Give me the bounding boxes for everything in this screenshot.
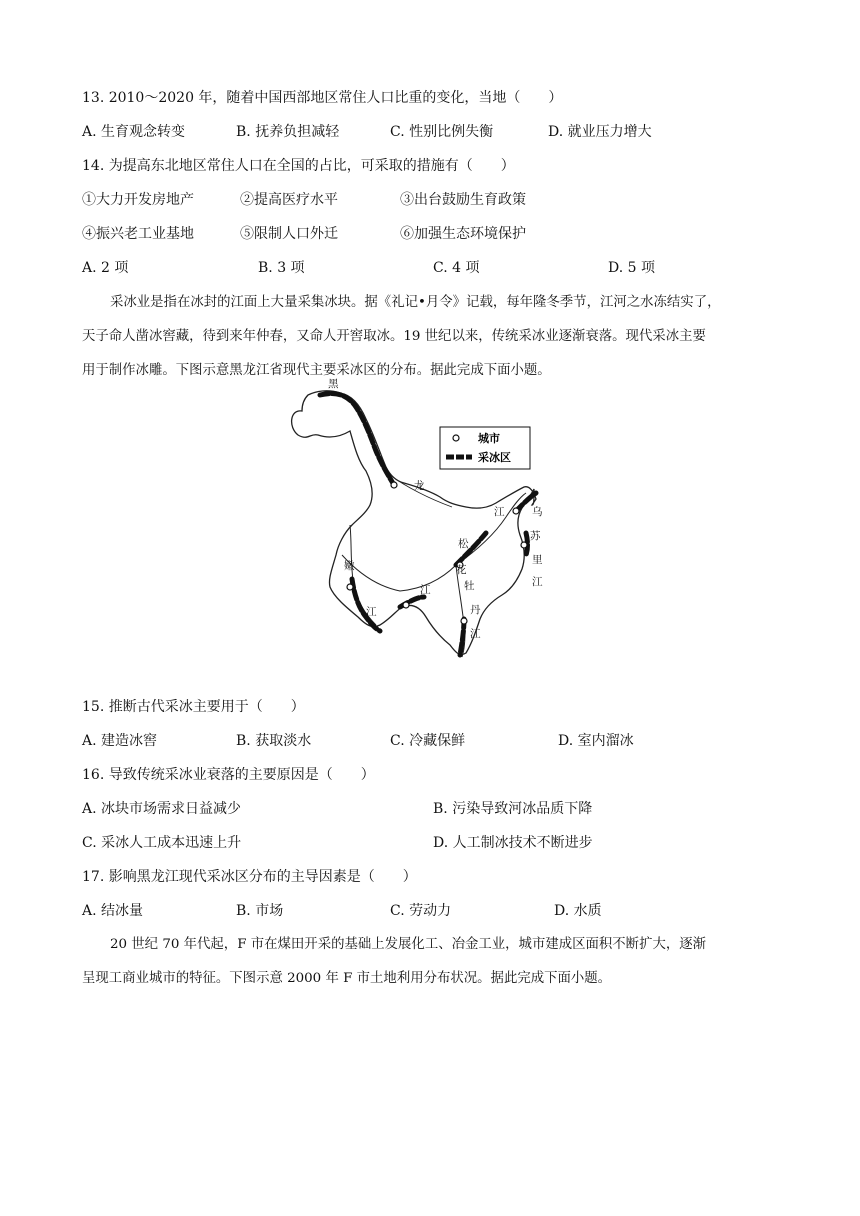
passage2-line2: 呈现工商业城市的特征。下图示意 2000 年 F 市土地利用分布状况。据此完成下面小题。 <box>82 971 612 986</box>
passage1-line1: 采冰业是指在冰封的江面上大量采集冰块。据《礼记•月令》记载，每年隆冬季节，江河之水冻结实了， <box>110 295 721 310</box>
label-nen: 嫩 <box>344 560 355 572</box>
label-long: 龙 <box>414 480 425 492</box>
q16-option-c[interactable]: C. 采冰人工成本迅速上升 <box>82 835 242 851</box>
label-hua: 花 <box>456 564 467 576</box>
passage2-line1: 20 世纪 70 年代起，F 市在煤田开采的基础上发展化工、冶金工业，城市建成区面积不断扩大，逐渐 <box>110 937 707 952</box>
passage1-line2: 天子命人凿冰窖藏，待到来年仲春，又命人开窖取冰。19 世纪以来，传统采冰业逐渐衰落。现代采冰主要 <box>82 329 706 344</box>
q13-option-b[interactable]: B. 抚养负担减轻 <box>236 124 340 140</box>
q13-option-c[interactable]: C. 性别比例失衡 <box>390 124 494 140</box>
q17-stem: 17. 影响黑龙江现代采冰区分布的主导因素是（ ） <box>82 869 417 885</box>
q15-option-c[interactable]: C. 冷藏保鲜 <box>390 733 466 749</box>
legend-city-icon <box>453 435 459 441</box>
q14-option-c[interactable]: C. 4 项 <box>433 260 480 276</box>
q16-option-d[interactable]: D. 人工制冰技术不断进步 <box>433 835 593 851</box>
label-su: 苏 <box>530 530 541 542</box>
q14-measure-2: ②提高医疗水平 <box>240 192 338 208</box>
city-marker-heihe <box>391 482 397 488</box>
q15-option-d[interactable]: D. 室内溜冰 <box>558 733 634 749</box>
label-li: 里 <box>532 554 543 566</box>
city-marker-harbin <box>403 602 409 608</box>
legend-city-label: 城市 <box>478 432 500 445</box>
q16-option-a[interactable]: A. 冰块市场需求日益减少 <box>82 801 242 817</box>
passage-f-city <box>82 928 782 996</box>
label-jiang2: 江 <box>532 576 543 588</box>
label-jiang3: 江 <box>420 584 431 596</box>
q14-option-a[interactable]: A. 2 项 <box>82 260 129 276</box>
label-jiang5: 江 <box>470 628 481 640</box>
legend-ice-label: 采冰区 <box>478 451 511 464</box>
heilongjiang-ice-harvest-map <box>280 375 570 665</box>
q14-measure-4: ④振兴老工业基地 <box>82 226 194 242</box>
ice-zone-heilong <box>320 394 394 486</box>
q13-option-d[interactable]: D. 就业压力增大 <box>548 124 652 140</box>
q14-measure-6: ⑥加强生态环境保护 <box>400 226 526 242</box>
q17-option-c[interactable]: C. 劳动力 <box>390 903 452 919</box>
q13-option-a[interactable]: A. 生育观念转变 <box>82 124 186 140</box>
q15-option-b[interactable]: B. 获取淡水 <box>236 733 312 749</box>
q14-option-d[interactable]: D. 5 项 <box>608 260 655 276</box>
q14-measure-3: ③出台鼓励生育政策 <box>400 192 526 208</box>
q17-option-a[interactable]: A. 结冰量 <box>82 903 144 919</box>
q14-option-b[interactable]: B. 3 项 <box>258 260 305 276</box>
city-marker-tongjiang <box>513 508 519 514</box>
label-dan: 丹 <box>470 604 481 616</box>
q14-measure-5: ⑤限制人口外迁 <box>240 226 338 242</box>
passage-ice-harvesting <box>82 286 782 388</box>
q13-stem: 13. 2010～2020 年，随着中国西部地区常住人口比重的变化，当地（ ） <box>82 90 563 106</box>
q15-stem: 15. 推断古代采冰主要用于（ ） <box>82 699 305 715</box>
label-jiang4: 江 <box>366 606 377 618</box>
city-marker-mudanjiang <box>461 618 467 624</box>
q17-option-b[interactable]: B. 市场 <box>236 903 284 919</box>
passage1-line3: 用于制作冰雕。下图示意黑龙江省现代主要采冰区的分布。据此完成下面小题。 <box>82 363 551 378</box>
label-song: 松 <box>458 538 469 550</box>
q17-option-d[interactable]: D. 水质 <box>554 903 602 919</box>
label-hei: 黑 <box>328 378 339 390</box>
q15-option-a[interactable]: A. 建造冰窖 <box>82 733 158 749</box>
label-wu: 乌 <box>532 506 543 518</box>
city-marker-qiqihar <box>347 584 353 590</box>
q14-stem: 14. 为提高东北地区常住人口在全国的占比，可采取的措施有（ ） <box>82 158 515 174</box>
map-legend <box>440 427 530 469</box>
label-jiang1: 江 <box>494 506 505 518</box>
q16-stem: 16. 导致传统采冰业衰落的主要原因是（ ） <box>82 767 375 783</box>
city-marker-raohe <box>521 542 527 548</box>
q16-option-b[interactable]: B. 污染导致河冰品质下降 <box>433 801 593 817</box>
label-mu: 牡 <box>464 580 475 592</box>
q14-measure-1: ①大力开发房地产 <box>82 192 194 208</box>
